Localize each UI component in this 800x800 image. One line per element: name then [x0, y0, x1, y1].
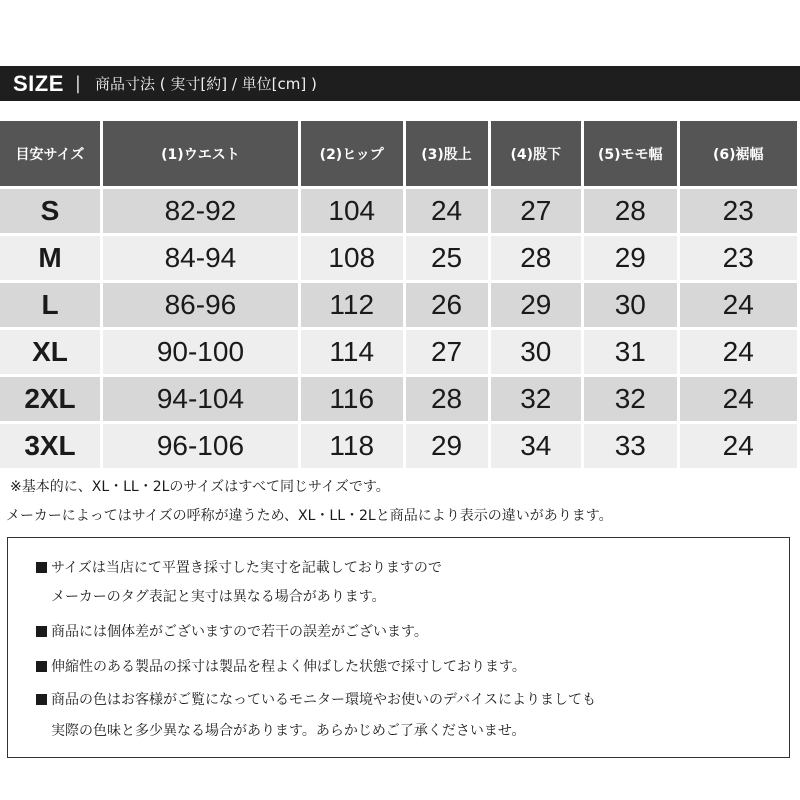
table-cell: 24 [680, 424, 797, 468]
table-cell: 29 [491, 283, 582, 327]
table-cell: 104 [301, 189, 403, 233]
size-label-cell: L [0, 283, 100, 327]
table-cell: 116 [301, 377, 403, 421]
size-subtitle: 商品寸法 ( 実寸[約] / 単位[cm] ) [94, 75, 317, 93]
column-header: (6)裾幅 [680, 121, 797, 186]
table-cell: 24 [680, 283, 797, 327]
table-cell: 27 [406, 330, 488, 374]
table-cell: 108 [301, 236, 403, 280]
table-cell: 23 [680, 189, 797, 233]
table-row [0, 424, 797, 468]
table-cell: 84-94 [103, 236, 298, 280]
table-cell: 33 [584, 424, 676, 468]
table-cell: 90-100 [103, 330, 298, 374]
table-cell: 30 [584, 283, 676, 327]
size-title: SIZE [13, 70, 64, 96]
table-cell: 32 [491, 377, 582, 421]
table-cell: 86-96 [103, 283, 298, 327]
table-row [0, 189, 797, 233]
column-header: (5)モモ幅 [584, 121, 676, 186]
table-cell: 82-92 [103, 189, 298, 233]
table-cell: 24 [680, 377, 797, 421]
table-cell: 27 [491, 189, 582, 233]
size-label-cell: 2XL [0, 377, 100, 421]
size-label-cell: XL [0, 330, 100, 374]
table-header-row [0, 121, 797, 186]
info-line: 商品には個体差がございますので若干の誤差がございます。 [36, 621, 428, 641]
size-label-cell: S [0, 189, 100, 233]
table-row [0, 330, 797, 374]
size-naming-note: メーカーによってはサイズの呼称が違うため、XL・LL・2Lと商品により表示の違いがあります。 [6, 508, 613, 524]
square-bullet-icon [36, 661, 47, 672]
table-cell: 32 [584, 377, 676, 421]
header-separator: | [74, 73, 81, 94]
column-header: 目安サイズ [0, 121, 100, 186]
table-cell: 24 [406, 189, 488, 233]
table-cell: 24 [680, 330, 797, 374]
size-label-cell: M [0, 236, 100, 280]
table-cell: 114 [301, 330, 403, 374]
info-line: メーカーのタグ表記と実寸は異なる場合があります。 [51, 589, 386, 605]
table-cell: 28 [491, 236, 582, 280]
table-cell: 29 [584, 236, 676, 280]
column-header: (2)ヒップ [301, 121, 403, 186]
measurement-info-box [7, 537, 790, 758]
square-bullet-icon [36, 694, 47, 705]
size-equivalence-note: ※基本的に、XL・LL・2Lのサイズはすべて同じサイズです。 [10, 479, 390, 495]
table-cell: 26 [406, 283, 488, 327]
table-cell: 112 [301, 283, 403, 327]
column-header: (3)股上 [406, 121, 488, 186]
table-cell: 34 [491, 424, 582, 468]
size-header-bar [0, 66, 800, 101]
table-cell: 28 [584, 189, 676, 233]
square-bullet-icon [36, 562, 47, 573]
table-cell: 30 [491, 330, 582, 374]
info-line: 実際の色味と多少異なる場合があります。あらかじめご了承くださいませ。 [51, 723, 526, 739]
table-cell: 28 [406, 377, 488, 421]
column-header: (4)股下 [491, 121, 582, 186]
info-line: 商品の色はお客様がご覧になっているモニター環境やお使いのデバイスによりましても [36, 689, 596, 709]
table-cell: 94-104 [103, 377, 298, 421]
column-header: (1)ウエスト [103, 121, 298, 186]
table-cell: 23 [680, 236, 797, 280]
table-row [0, 236, 797, 280]
square-bullet-icon [36, 626, 47, 637]
size-table [0, 118, 800, 471]
table-cell: 29 [406, 424, 488, 468]
table-cell: 118 [301, 424, 403, 468]
table-cell: 25 [406, 236, 488, 280]
info-line: 伸縮性のある製品の採寸は製品を程よく伸ばした状態で採寸しております。 [36, 656, 526, 676]
info-line: サイズは当店にて平置き採寸した実寸を記載しておりますので [36, 557, 442, 577]
table-row [0, 283, 797, 327]
table-cell: 96-106 [103, 424, 298, 468]
size-label-cell: 3XL [0, 424, 100, 468]
table-row [0, 377, 797, 421]
table-cell: 31 [584, 330, 676, 374]
